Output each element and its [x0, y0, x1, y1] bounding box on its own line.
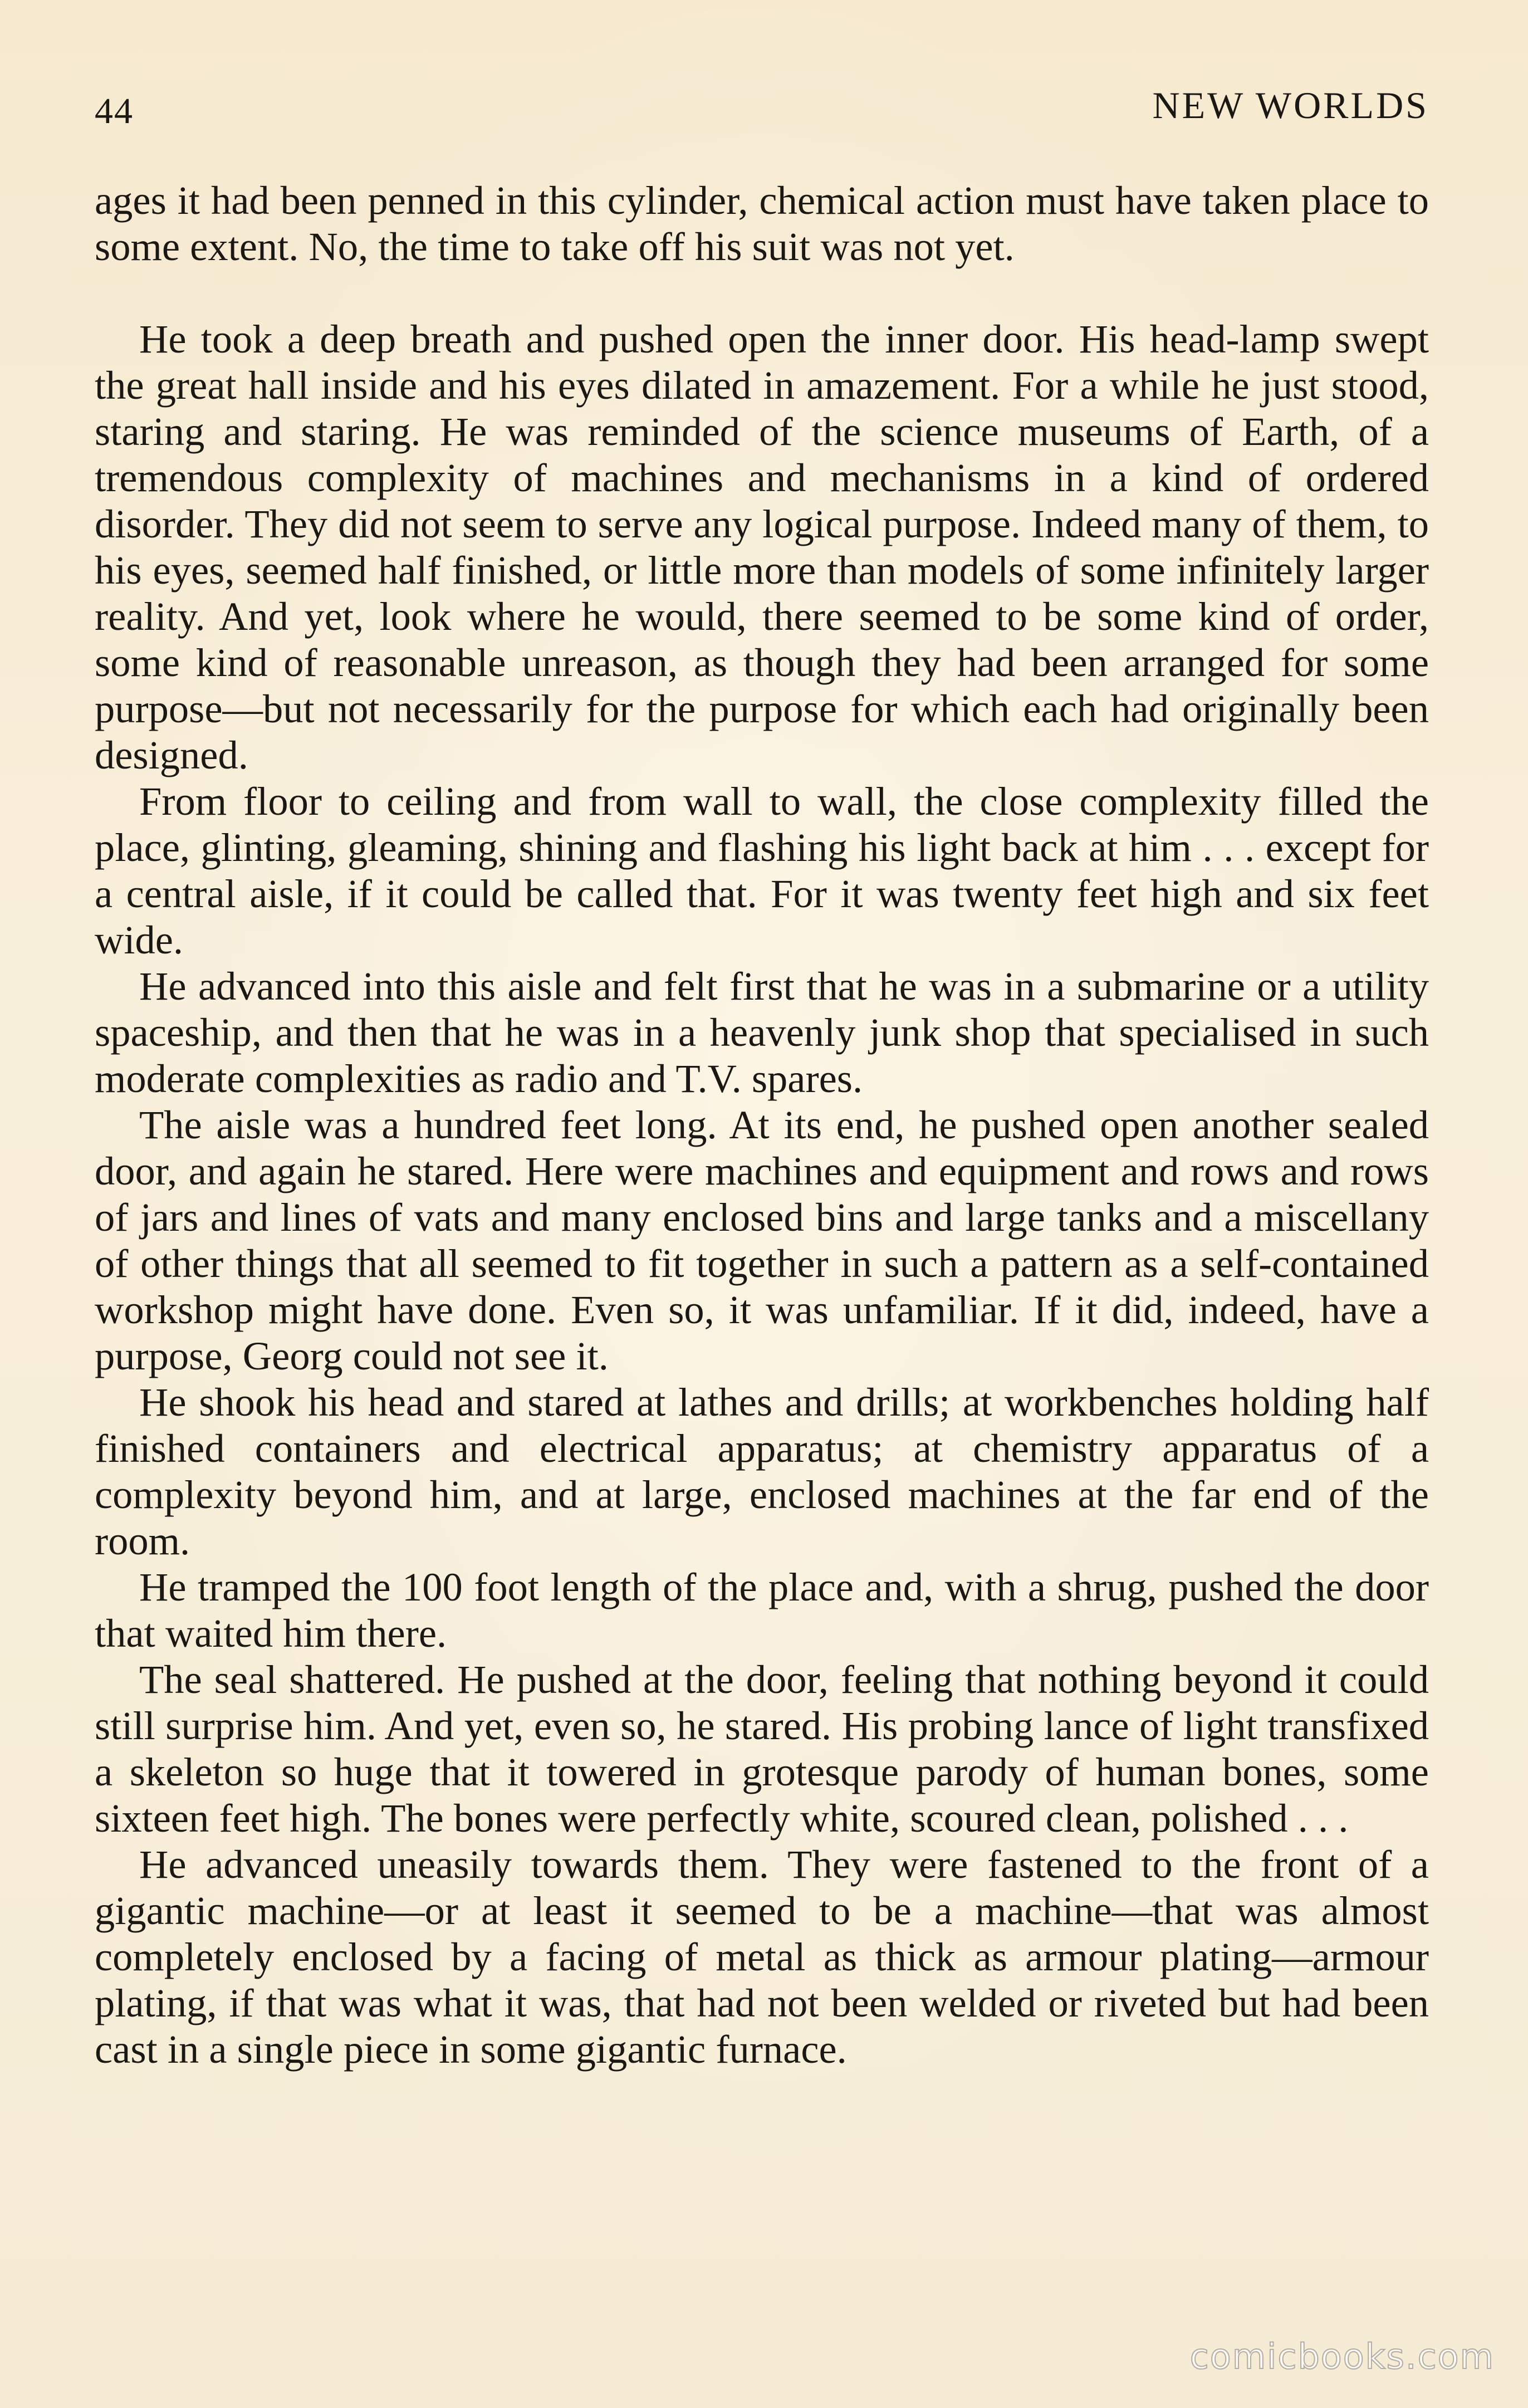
paragraph: The seal shattered. He pushed at the door, feeling that nothing beyond it could still surprise him. And yet, even so, he stared. His probing lance of light transfixed a skeleton so huge that it towered in grotesque parody of human bones, some sixteen feet high. The bones were perfectly white, scoured clean, polished . . . — [95, 1657, 1429, 1841]
paragraph: He tramped the 100 foot length of the place and, with a shrug, pushed the door that waited him there. — [95, 1564, 1429, 1656]
paragraph: From floor to ceiling and from wall to wall, the close complexity filled the place, glinting, gleaming, shining and flashing his light back at him . . . except for a central aisle, if it could be called that. For it was twenty feet high and six feet wide. — [95, 779, 1429, 962]
page-number: 44 — [95, 91, 134, 131]
watermark: comicbooks.com — [1189, 2336, 1495, 2377]
paragraph: He advanced into this aisle and felt first that he was in a submarine or a utility spaceship, and then that he was in a heavenly junk shop that specialised in such moderate complexities as radio and T.V. spares. — [95, 963, 1429, 1101]
paragraph: He shook his head and stared at lathes and drills; at workbenches holding half finished containers and electrical apparatus; at chemistry apparatus of a complexity beyond him, and at large, enclosed machines at the far end of the room. — [95, 1379, 1429, 1563]
paragraph: He took a deep breath and pushed open the inner door. His head-lamp swept the great hall inside and his eyes dilated in amazement. For a while he just stood, staring and staring. He was reminded of the science museums of Earth, of a tremendous complexity of machines and mechanisms in a kind of ordered disorder. They did not seem to serve any logical purpose. Indeed many of them, to his eyes, seemed half finished, or little more than models of some infinitely larger reality. And yet, look where he would, there seemed to be some kind of order, some kind of reasonable unreason, as though they had been arranged for some purpose—but not necessarily for the purpose for which each had originally been designed. — [95, 316, 1429, 777]
body-text — [95, 177, 1429, 2072]
running-title: NEW WORLDS — [1152, 84, 1429, 126]
paragraph: ages it had been penned in this cylinder, chemical action must have taken place to some extent. No, the time to take off his suit was not yet. — [95, 178, 1429, 269]
running-head — [95, 84, 1429, 145]
paragraph: The aisle was a hundred feet long. At its end, he pushed open another sealed door, and again he stared. Here were machines and equipment and rows and rows of jars and lines of vats and many enclosed bins and large tanks and a miscellany of other things that all seemed to fit together in such a pattern as a self-contained workshop might have done. Even so, it was unfamiliar. If it did, indeed, have a purpose, Georg could not see it. — [95, 1102, 1429, 1378]
paragraph: He advanced uneasily towards them. They were fastened to the front of a gigantic machine—or at least it seemed to be a machine—that was almost completely enclosed by a facing of metal as thick as armour plating—armour plating, if that was what it was, that had not been welded or riveted but had been cast in a single piece in some gigantic furnace. — [95, 1842, 1429, 2072]
